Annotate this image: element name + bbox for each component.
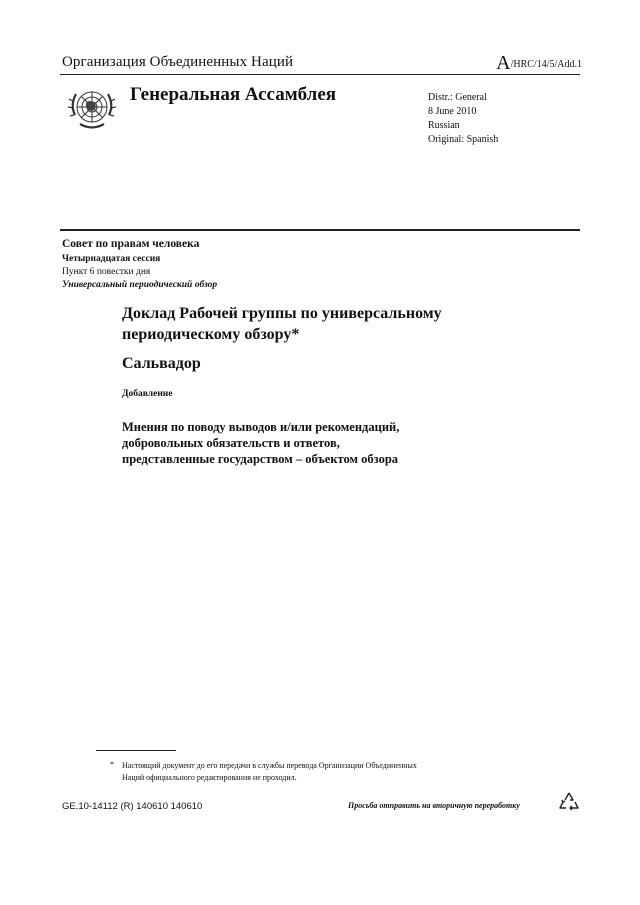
report-title-line: периодическому обзору* (122, 326, 300, 343)
upr-label: Универсальный периодический обзор (62, 280, 218, 290)
section-rule (60, 229, 580, 231)
council-name: Совет по правам человека (62, 238, 200, 250)
report-title-line: Доклад Рабочей группы по универсальному (122, 305, 442, 322)
views-title-line: Мнения по поводу выводов и/или рекомендаций, (122, 420, 400, 434)
document-symbol-rest: /HRC/14/5/Add.1 (510, 59, 582, 70)
document-symbol-letter: A (496, 52, 511, 74)
distribution-line: Original: Spanish (428, 134, 499, 145)
views-title-line: добровольных обязательств и ответов, (122, 436, 340, 450)
un-emblem-icon (66, 81, 118, 133)
footnote-line: Наций официального редактирования не проходил. (122, 773, 297, 782)
views-title (122, 419, 542, 467)
general-assembly-heading: Генеральная Ассамблея (130, 84, 337, 105)
header-rule (60, 74, 580, 75)
addendum-label: Добавление (122, 389, 173, 399)
recycle-note: Просьба отправить на вторичную переработку (348, 801, 520, 810)
footnote-mark: * (110, 760, 114, 769)
distribution-block (428, 91, 498, 147)
job-number: GE.10-14112 (R) 140610 140610 (62, 801, 203, 812)
distribution-line: 8 June 2010 (428, 106, 477, 117)
agenda-item: Пункт 6 повестки дня (62, 267, 151, 277)
views-title-line: представленные государством – объектом обзора (122, 452, 399, 466)
session-label: Четырнадцатая сессия (62, 254, 161, 264)
distribution-line: Russian (428, 120, 460, 131)
footnote-rule (96, 750, 176, 751)
report-title (122, 303, 542, 345)
country-title: Сальвадор (122, 355, 201, 372)
document-symbol (496, 52, 582, 75)
footnote-text (122, 760, 532, 784)
footnote-line: Настоящий документ до его передачи в службы перевода Организации Объединенных (122, 761, 417, 770)
organization-name: Организация Объединенных Наций (62, 54, 294, 70)
recycle-icon (558, 790, 580, 812)
distribution-line: Distr.: General (428, 92, 487, 103)
